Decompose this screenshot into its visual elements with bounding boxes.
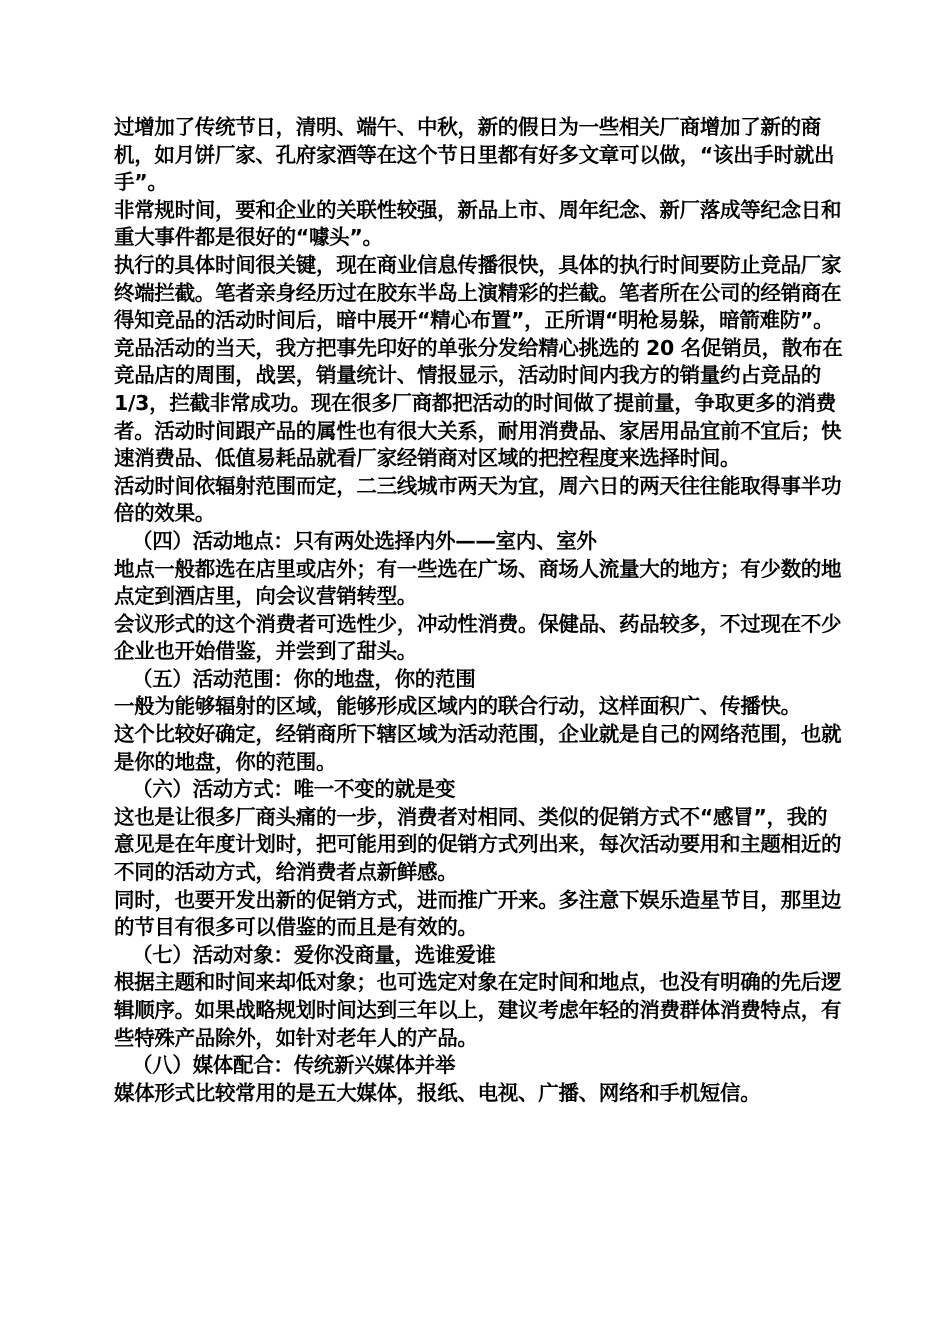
body-paragraph: 媒体形式比较常用的是五大媒体，报纸、电视、广播、网络和手机短信。 xyxy=(114,1080,761,1105)
body-paragraph: 同时，也要开发出新的促销方式，进而推广开来。多注意下娱乐造星节目，那里边的节目有很多可以借鉴的而且是有效的。 xyxy=(114,887,842,940)
section-heading: （五）活动范围：你的地盘，你的范围 xyxy=(132,666,476,691)
body-paragraph: 一般为能够辐射的区域，能够形成区域内的联合行动，这样面积广、传播快。 xyxy=(114,694,801,719)
body-paragraph: 竞品活动的当天，我方把事先印好的单张分发给精心挑选的 20 名促销员，散布在竞品店的周围，战罢，销量统计、情报显示，活动时间内我方的销量约占竞品的 1/3，拦截非常成功。现在很多厂商都把活动的时间做了提前量，争取更多的消费者。活动时间跟产品的属性也有很大关系，耐用消费品、家居用品宜前不宜后；快速消费品、低值易耗品就看厂家经销商对区域的把控程度来选择时间。 xyxy=(114,335,843,471)
body-paragraph: 活动时间依辐射范围而定，二三线城市两天为宜，周六日的两天往往能取得事半功倍的效果。 xyxy=(114,473,842,526)
body-paragraph: 地点一般都选在店里或店外；有一些选在广场、商场人流量大的地方；有少数的地点定到酒店里，向会议营销转型。 xyxy=(114,556,842,609)
body-paragraph: 执行的具体时间很关键，现在商业信息传播很快，具体的执行时间要防止竞品厂家终端拦截。笔者亲身经历过在胶东半岛上演精彩的拦截。笔者所在公司的经销商在得知竞品的活动时间后，暗中展开“精心布置”，正所谓“明枪易躲，暗箭难防”。 xyxy=(114,252,842,333)
body-paragraph: 根据主题和时间来却低对象；也可选定对象在定时间和地点，也没有明确的先后逻辑顺序。如果战略规划时间达到三年以上，建议考虑年轻的消费群体消费特点，有些特殊产品除外，如针对老年人的产品。 xyxy=(114,970,842,1050)
section-heading: （六）活动方式：唯一不变的就是变 xyxy=(132,777,456,802)
section-heading: （七）活动对象：爱你没商量，选谁爱谁 xyxy=(132,942,496,967)
body-paragraph: 非常规时间，要和企业的关联性较强，新品上市、周年纪念、新厂落成等纪念日和重大事件都是很好的“噱头”。 xyxy=(114,197,842,250)
body-paragraph: 会议形式的这个消费者可选性少，冲动性消费。保健品、药品较多，不过现在不少企业也开始借鉴，并尝到了甜头。 xyxy=(114,611,842,664)
document-page xyxy=(114,114,844,1107)
body-paragraph: 这也是让很多厂商头痛的一步，消费者对相同、类似的促销方式不“感冒”，我的意见是在年度计划时，把可能用到的促销方式列出来，每次活动要用和主题相近的不同的活动方式，给消费者点新鲜感。 xyxy=(114,804,842,885)
body-paragraph: 这个比较好确定，经销商所下辖区域为活动范围，企业就是自己的网络范围，也就是你的地盘，你的范围。 xyxy=(114,722,842,774)
section-heading: （八）媒体配合：传统新兴媒体并举 xyxy=(132,1053,456,1078)
section-heading: （四）活动地点：只有两处选择内外——室内、室外 xyxy=(132,528,597,553)
body-paragraph: 过增加了传统节日，清明、端午、中秋，新的假日为一些相关厂商增加了新的商机，如月饼厂家、孔府家酒等在这个节日里都有好多文章可以做，“该出手时就出手”。 xyxy=(114,115,835,195)
